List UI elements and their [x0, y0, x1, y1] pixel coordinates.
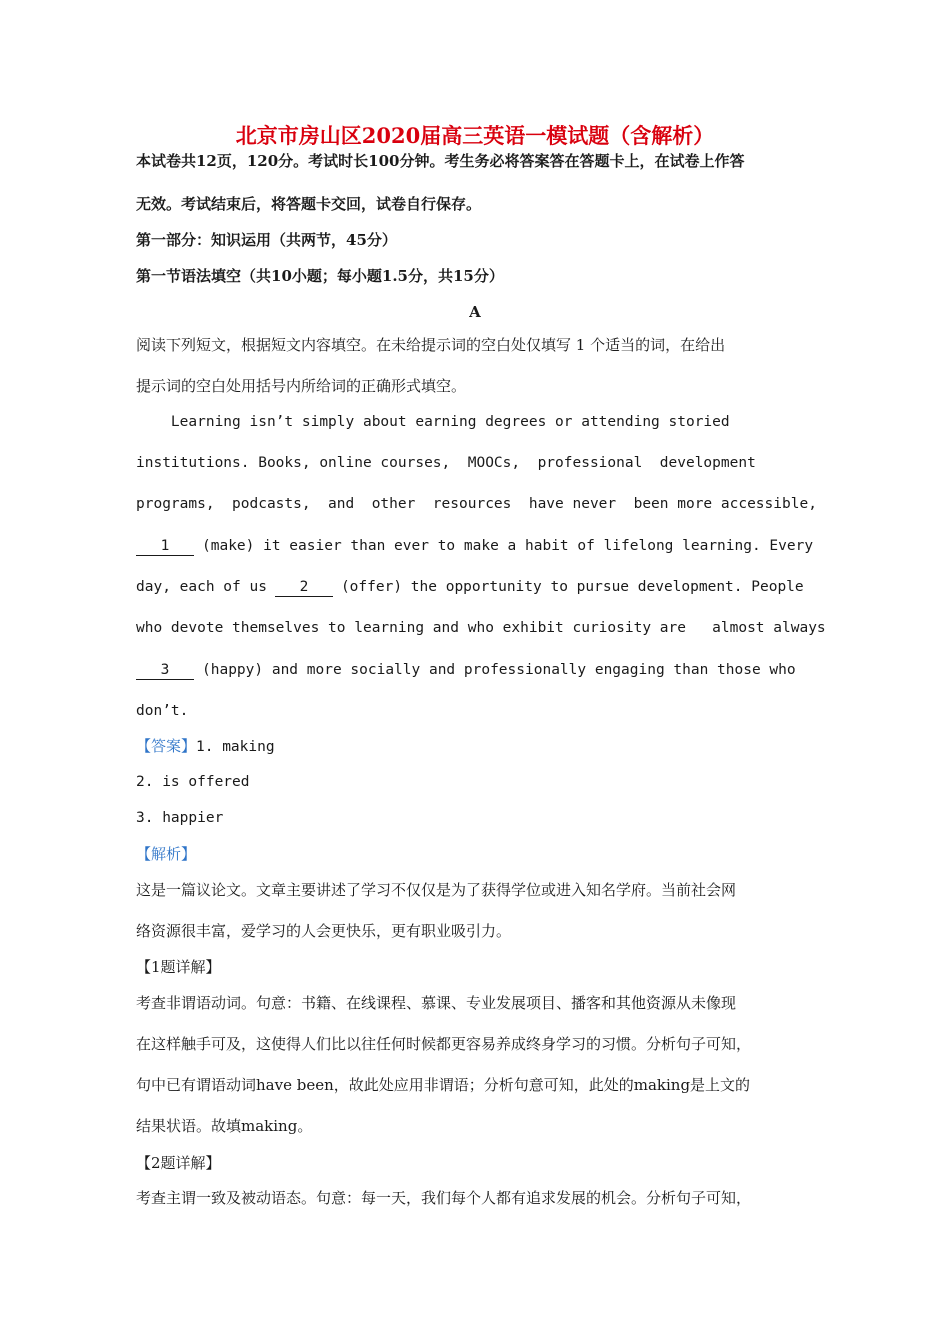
instructions-line-1: 阅读下列短文，根据短文内容填空。在未给提示词的空白处仅填写 1 个适当的词，在给出: [136, 336, 726, 354]
passage-line-4-text: (make) it easier than ever to make a habit of lifelong learning. Every: [202, 538, 814, 554]
document-title: 北京市房山区2020届高三英语一模试题（含解析）: [235, 123, 715, 148]
section-heading: 第一节语法填空（共10小题；每小题1.5分，共15分）: [136, 267, 504, 285]
analysis-line-2: 络资源很丰富，爱学习的人会更快乐，更有职业吸引力。: [136, 922, 512, 940]
q1-line-2: 在这样触手可及，这使得人们比以往任何时候都更容易养成终身学习的习惯。分析句子可知，: [136, 1035, 752, 1053]
analysis-line-1: 这是一篇议论文。文章主要讲述了学习不仅仅是为了获得学位或进入知名学府。当前社会网: [136, 881, 737, 899]
intro-line-2: 无效。考试结束后，将答题卡交回，试卷自行保存。: [136, 195, 482, 213]
q1-line-4: 结果状语。故填making。: [136, 1117, 313, 1135]
answer-3: 3. happier: [136, 810, 224, 826]
passage-line-5-end: (offer) the opportunity to pursue development. People: [340, 579, 804, 595]
instructions-line-2: 提示词的空白处用括号内所给词的正确形式填空。: [136, 377, 467, 395]
passage-line-7: [136, 660, 796, 680]
passage-line-6: who devote themselves to learning and who exhibit curiosity are almost always: [136, 620, 826, 636]
passage-line-5-start: day, each of us: [136, 579, 267, 595]
q1-line-3: 句中已有谓语动词have been，故此处应用非谓语；分析句意可知，此处的making是上文的: [136, 1076, 751, 1094]
q1-heading: 【1题详解】: [136, 958, 221, 976]
passage-line-5: [136, 577, 804, 597]
passage-line-8: don’t.: [136, 703, 189, 719]
answer-line-1: [136, 736, 275, 757]
passage-line-2: institutions. Books, online courses, MOOCs, professional development: [136, 455, 756, 471]
passage-line-4: [136, 536, 813, 556]
answer-2: 2. is offered: [136, 774, 250, 790]
passage-line-7-text: (happy) and more socially and professionally engaging than those who: [202, 662, 796, 678]
q2-heading: 【2题详解】: [136, 1154, 221, 1172]
passage-line-3: programs, podcasts, and other resources have never been more accessible,: [136, 496, 817, 512]
blank-2[interactable]: 2: [275, 578, 333, 597]
analysis-tag: 【解析】: [136, 845, 197, 863]
part-heading: 第一部分：知识运用（共两节，45分）: [136, 231, 397, 249]
q1-line-1: 考查非谓语动词。句意：书籍、在线课程、慕课、专业发展项目、播客和其他资源从未像现: [136, 994, 737, 1012]
passage-label: A: [469, 303, 481, 321]
answer-tag: 【答案】: [136, 737, 197, 755]
intro-line-1: 本试卷共12页，120分。考试时长100分钟。考生务必将答案答在答题卡上，在试卷上作答: [136, 152, 745, 170]
q2-line-1: 考查主谓一致及被动语态。句意：每一天，我们每个人都有追求发展的机会。分析句子可知，: [136, 1189, 752, 1207]
blank-1[interactable]: 1: [136, 537, 194, 556]
passage-line-1: Learning isn’t simply about earning degrees or attending storied: [136, 414, 730, 430]
blank-3[interactable]: 3: [136, 661, 194, 680]
answer-1: 1. making: [196, 739, 275, 755]
